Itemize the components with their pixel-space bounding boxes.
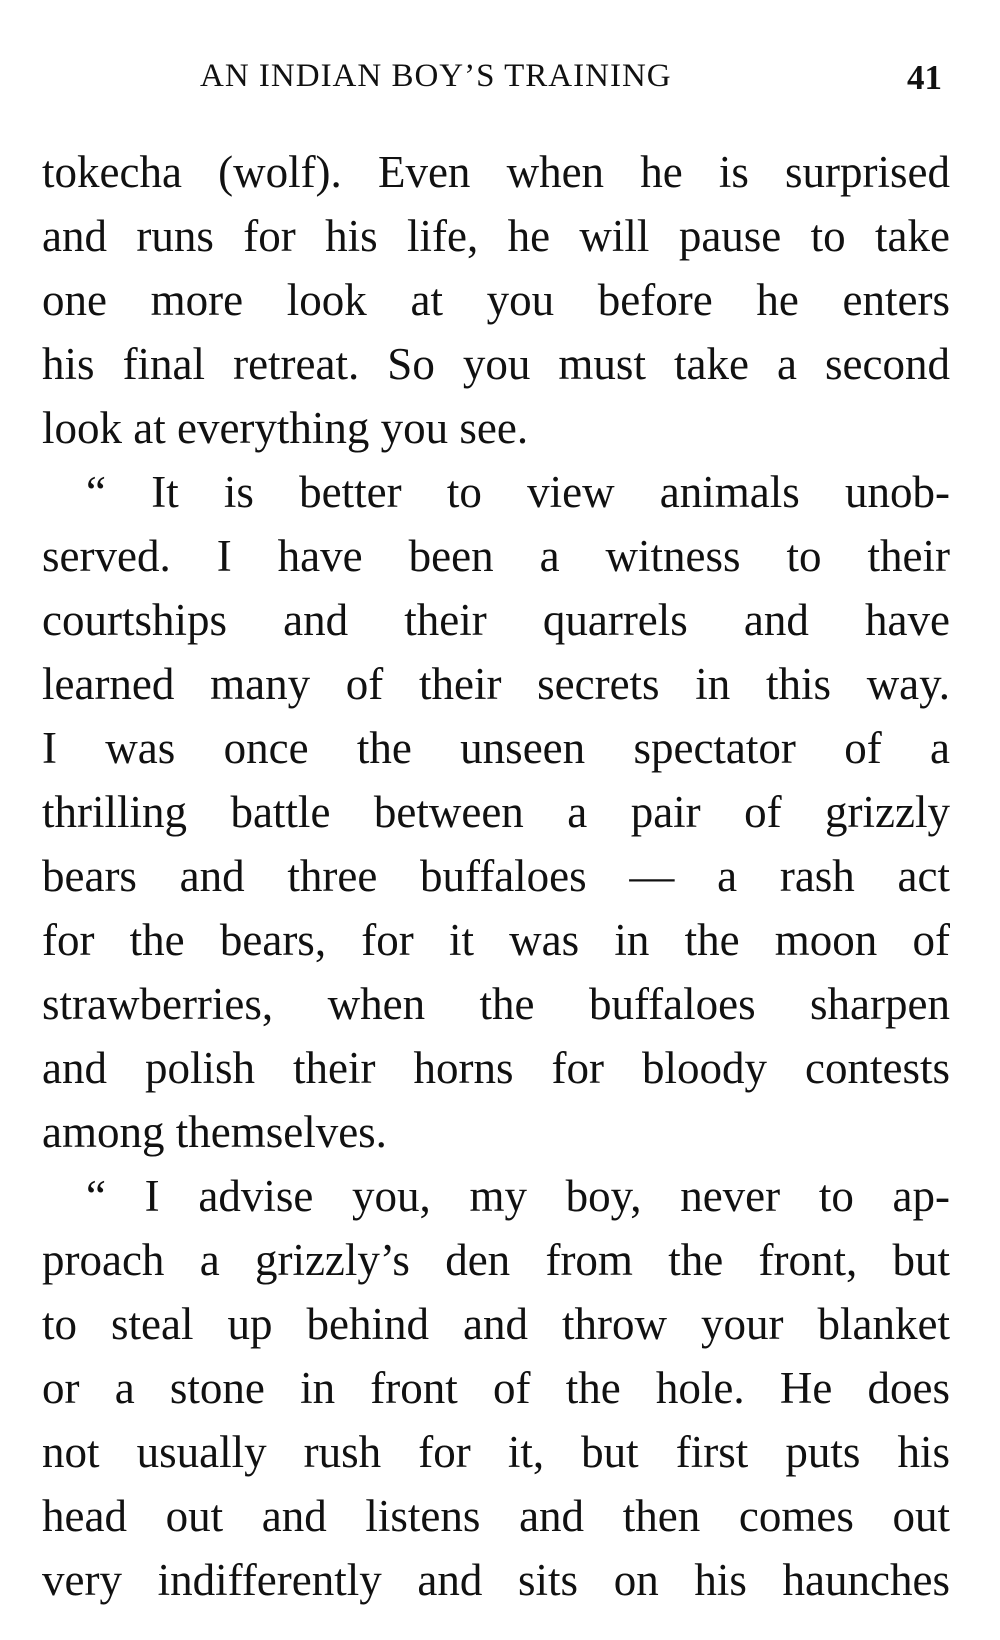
text-line: thrilling battle between a pair of grizzly [42, 787, 950, 837]
text-line: not usually rush for it, but first puts his [42, 1427, 950, 1477]
running-head [0, 58, 1000, 98]
text-line: and polish their horns for bloody contests [42, 1043, 950, 1093]
text-line: tokecha (wolf). Even when he is surprised [42, 147, 950, 197]
text-line: bears and three buffaloes — a rash act [42, 851, 950, 901]
running-title: AN INDIAN BOY’S TRAINING [200, 58, 672, 94]
text-line: learned many of their secrets in this way. [42, 659, 950, 709]
text-line: among themselves. [42, 1107, 387, 1157]
text-line: for the bears, for it was in the moon of [42, 915, 950, 965]
text-line: courtships and their quarrels and have [42, 595, 950, 645]
text-line: very indifferently and sits on his haunches [42, 1555, 950, 1605]
text-line: “ I advise you, my boy, never to ap- [86, 1171, 950, 1221]
text-line: his final retreat. So you must take a second [42, 339, 950, 389]
text-line: proach a grizzly’s den from the front, but [42, 1235, 950, 1285]
text-line: head out and listens and then comes out [42, 1491, 950, 1541]
text-line: strawberries, when the buffaloes sharpen [42, 979, 950, 1029]
text-line: I was once the unseen spectator of a [42, 723, 950, 773]
text-line: to steal up behind and throw your blanket [42, 1299, 950, 1349]
text-line: one more look at you before he enters [42, 275, 950, 325]
body-text [42, 140, 950, 1612]
page-number: 41 [907, 58, 942, 97]
text-line: served. I have been a witness to their [42, 531, 950, 581]
text-line: or a stone in front of the hole. He does [42, 1363, 950, 1413]
text-line: “ It is better to view animals unob- [86, 467, 950, 517]
text-line: look at everything you see. [42, 403, 529, 453]
text-line: and runs for his life, he will pause to take [42, 211, 950, 261]
